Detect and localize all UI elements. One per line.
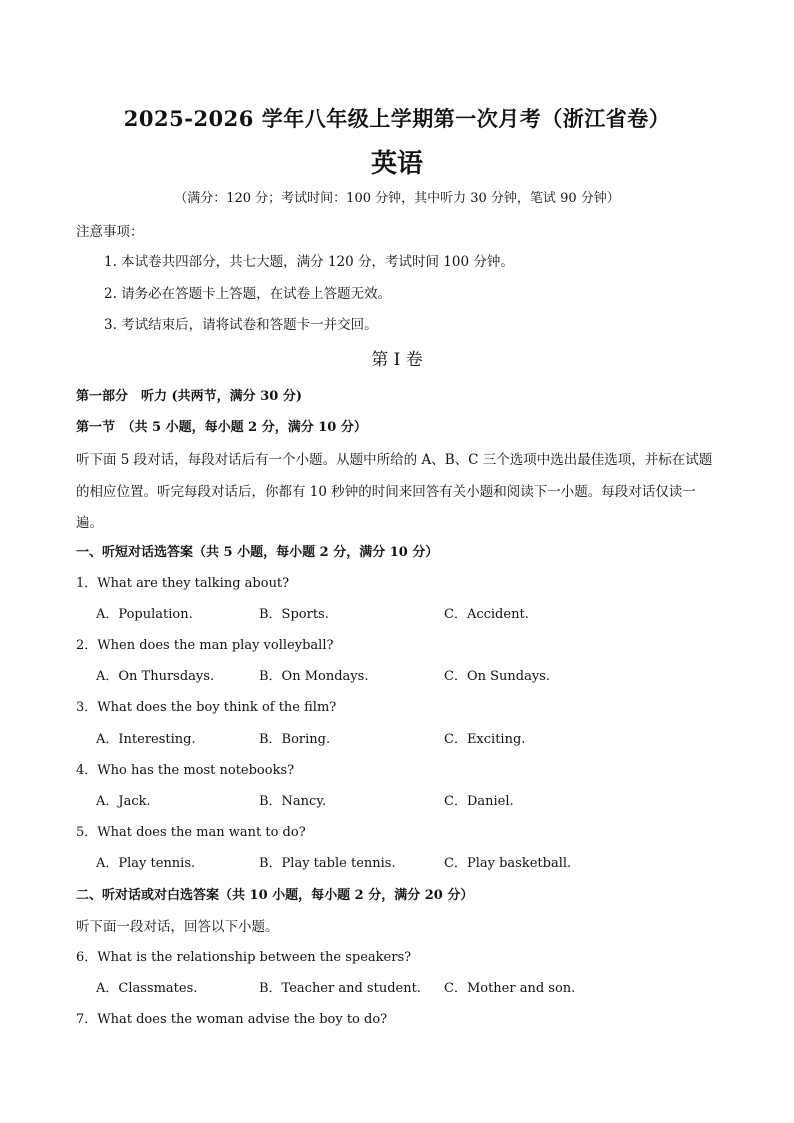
option-b: B．Nancy. (259, 794, 327, 809)
option-a: A．Classmates. (96, 981, 198, 996)
question-1: 1．What are they talking about? (76, 576, 290, 591)
option-a: A．Play tennis. (96, 856, 196, 871)
notice-item: 2. 请务必在答题卡上答题，在试卷上答题无效。 (104, 286, 392, 302)
option-b: B．Boring. (259, 732, 331, 747)
notice-title: 注意事项： (76, 224, 144, 240)
part-heading: 第一部分 听力 (共两节，满分 30 分) (76, 389, 302, 404)
option-b: B．Sports. (259, 607, 329, 622)
question-5: 5．What does the man want to do? (76, 825, 306, 840)
section-b-heading: 二、听对话或对白选答案（共 10 小题，每小题 2 分，满分 20 分） (76, 888, 474, 903)
option-a: A．Jack. (96, 794, 151, 809)
option-b: B．Teacher and student. (259, 981, 421, 996)
score-info: （满分：120 分；考试时间：100 分钟，其中听力 30 分钟，笔试 90 分钟） (174, 191, 620, 206)
notice-item: 3. 考试结束后，请将试卷和答题卡一并交回。 (104, 317, 378, 333)
subject-title: 英语 (370, 149, 423, 179)
option-c: C．Mother and son. (444, 981, 576, 996)
question-7: 7．What does the woman advise the boy to do? (76, 1012, 388, 1027)
question-4: 4．Who has the most notebooks? (76, 763, 295, 778)
question-3: 3．What does the boy think of the film? (76, 700, 337, 715)
section-heading: 第一节 （共 5 小题，每小题 2 分，满分 10 分） (76, 420, 367, 435)
option-c: C．Daniel. (444, 794, 514, 809)
option-a: A．Interesting. (96, 732, 196, 747)
instructions: 听下面 5 段对话，每段对话后有一个小题。从题中所给的 A、B、C 三个选项中选出最佳选项，并标在试题的相应位置。听完每段对话后，你都有 10 秒钟的时间来回答有关小题和阅读下一小题。每段对话仅读一遍。 (76, 452, 713, 531)
volume-heading: 第 I 卷 (371, 350, 423, 370)
option-c: C．Exciting. (444, 732, 526, 747)
exam-title: 2025-2026 学年八年级上学期第一次月考（浙江省卷） (123, 106, 671, 131)
option-a: A．Population. (96, 607, 193, 622)
option-a: A．On Thursdays. (96, 669, 215, 684)
section-b-intro: 听下面一段对话，回答以下小题。 (76, 919, 279, 935)
option-c: C．Play basketball. (444, 856, 572, 871)
option-c: C．Accident. (444, 607, 529, 622)
notice-item: 1. 本试卷共四部分，共七大题，满分 120 分，考试时间 100 分钟。 (104, 254, 514, 270)
question-6: 6．What is the relationship between the speakers? (76, 950, 412, 965)
option-b: B．Play table tennis. (259, 856, 396, 871)
question-2: 2．When does the man play volleyball? (76, 638, 334, 653)
section-a-heading: 一、听短对话选答案（共 5 小题，每小题 2 分，满分 10 分） (76, 545, 439, 560)
option-b: B．On Mondays. (259, 669, 369, 684)
option-c: C．On Sundays. (444, 669, 550, 684)
